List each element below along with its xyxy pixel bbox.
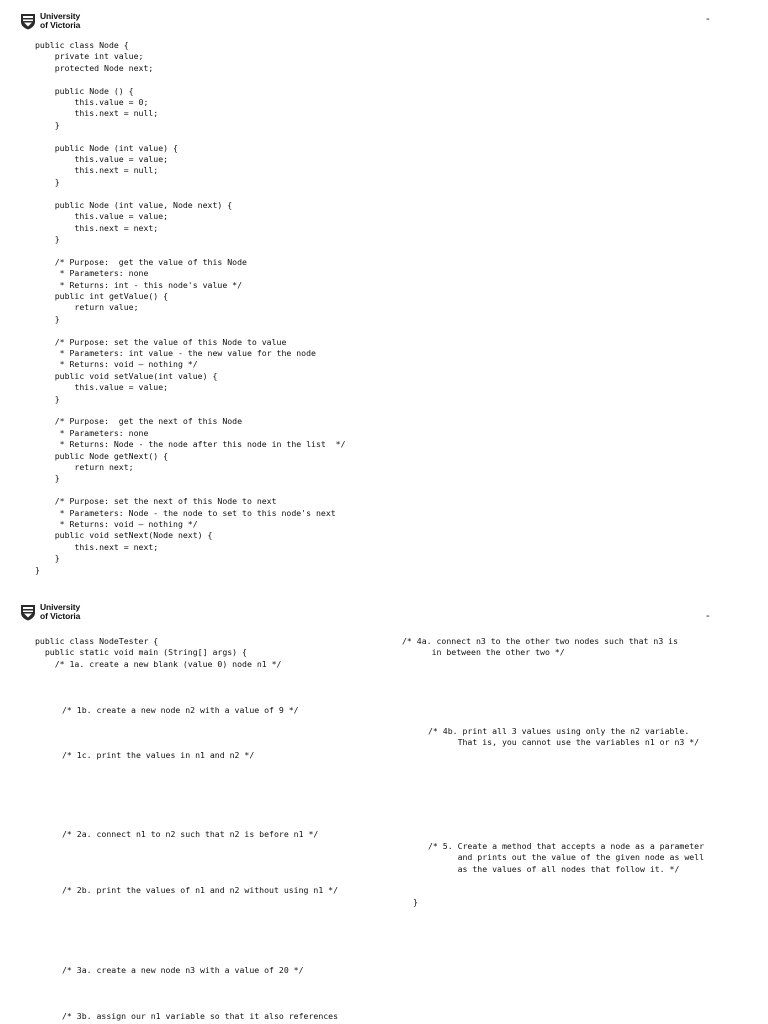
code-line: }	[35, 233, 60, 244]
code-line: public void setValue(int value) {	[35, 370, 218, 381]
code-line: }	[35, 313, 60, 324]
page-marker: -	[706, 610, 710, 622]
code-line: protected Node next;	[35, 62, 154, 73]
code-line: return value;	[35, 302, 139, 313]
university-crest-icon	[20, 13, 36, 30]
code-line: }	[35, 473, 60, 484]
code-line: * Parameters: none	[35, 268, 149, 279]
code-line: * Returns: int - this node's value */	[35, 279, 243, 290]
code-line: * Parameters: none	[35, 427, 149, 438]
logo-line-1: University	[40, 602, 81, 612]
code-line: this.next = null;	[35, 165, 159, 176]
comment-5: /* 5. Create a method that accepts a node as a parameter and prints out the value of the given node as well as the values of all nodes that follow it. */	[428, 841, 705, 874]
code-line: /* Purpose: set the value of this Node to value	[35, 336, 287, 347]
code-line: /* Purpose: get the next of this Node	[35, 416, 243, 427]
code-line: }	[35, 176, 60, 187]
logo-line-2: of Victoria	[40, 611, 81, 621]
code-line: this.next = null;	[35, 108, 159, 119]
university-logo	[20, 12, 80, 30]
code-line: }	[35, 553, 60, 564]
logo-line-1: University	[40, 11, 81, 21]
code-line: public class Node {	[35, 40, 129, 50]
comment-4a: /* 4a. connect n3 to the other two nodes such that n3 is in between the other two */	[402, 636, 679, 658]
code-line: this.value = value;	[35, 211, 169, 222]
code-line: public Node () {	[35, 85, 134, 96]
closing-brace: }	[413, 897, 418, 907]
code-line: * Returns: void – nothing */	[35, 359, 198, 370]
code-line: }	[35, 119, 60, 130]
code-line: public Node (int value, Node next) {	[35, 199, 233, 210]
code-line: this.value = value;	[35, 382, 169, 393]
code-line: * Parameters: int value - the new value for the node	[35, 347, 316, 358]
comment-4b: /* 4b. print all 3 values using only the n2 variable. That is, you cannot use the variables n1 or n3 */	[428, 726, 700, 748]
nodetester-header-code: public class NodeTester { public static void main (String[] args) { /* 1a. create a new blank (value 0) node n1 */	[35, 636, 282, 669]
code-line: }	[35, 393, 60, 404]
code-line: public Node getNext() {	[35, 450, 169, 461]
code-line: return next;	[35, 462, 134, 473]
code-line: public int getValue() {	[35, 290, 169, 301]
comment-1b: /* 1b. create a new node n2 with a value of 9 */	[62, 705, 299, 715]
code-line: }	[35, 564, 40, 575]
comment-1c: /* 1c. print the values in n1 and n2 */	[62, 750, 255, 760]
code-line: public void setNext(Node next) {	[35, 530, 213, 541]
comment-2a: /* 2a. connect n1 to n2 such that n2 is before n1 */	[62, 829, 319, 839]
comment-3b: /* 3b. assign our n1 variable so that it also references	[62, 1011, 339, 1021]
code-line: public Node (int value) {	[35, 142, 178, 153]
logo-line-2: of Victoria	[40, 20, 81, 30]
code-line: * Returns: void – nothing */	[35, 519, 198, 530]
university-logo-page2	[20, 603, 80, 621]
code-line: this.next = next;	[35, 222, 159, 233]
code-line: this.value = value;	[35, 154, 169, 165]
code-line: * Parameters: Node - the node to set to this node's next	[35, 507, 336, 518]
code-line: this.next = next;	[35, 541, 159, 552]
code-line: * Returns: Node - the node after this node in the list */	[35, 439, 346, 450]
node-class-code	[35, 40, 346, 576]
code-line: /* Purpose: get the value of this Node	[35, 256, 247, 267]
university-crest-icon	[20, 604, 36, 621]
code-line: /* Purpose: set the next of this Node to next	[35, 496, 277, 507]
code-line: this.value = 0;	[35, 97, 149, 108]
comment-2b: /* 2b. print the values of n1 and n2 without using n1 */	[62, 885, 339, 895]
comment-3a: /* 3a. create a new node n3 with a value of 20 */	[62, 965, 304, 975]
code-line: private int value;	[35, 51, 144, 62]
page-marker: -	[706, 13, 710, 25]
